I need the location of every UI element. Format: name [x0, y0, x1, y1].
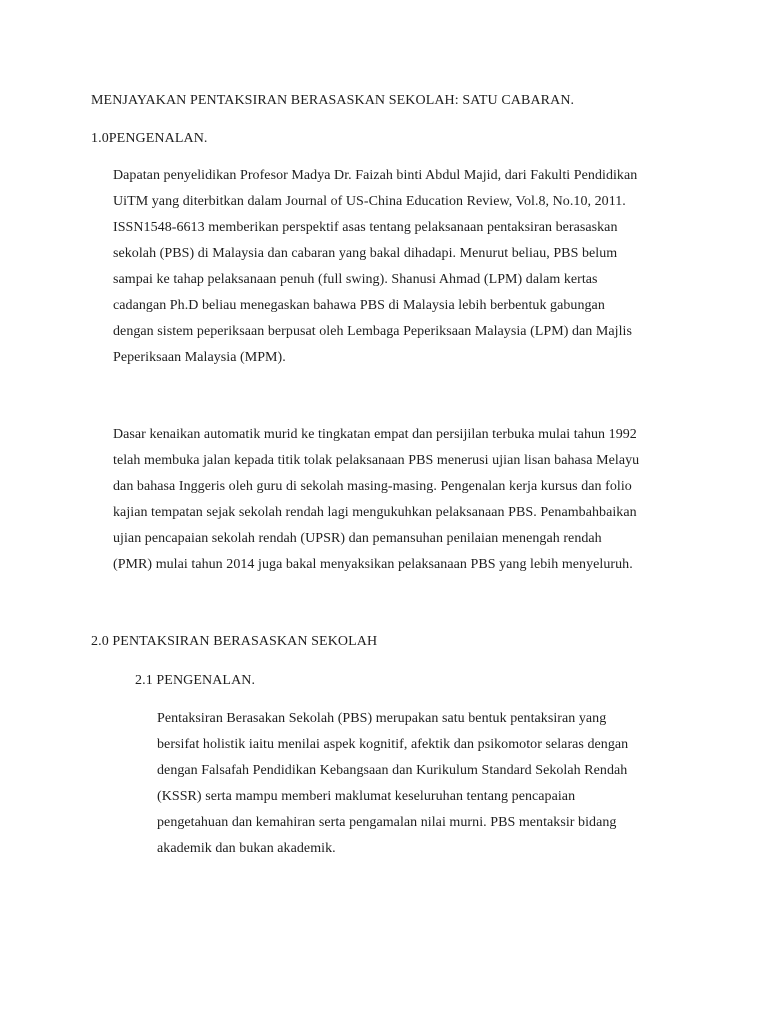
- paragraph-line: Pentaksiran Berasakan Sekolah (PBS) merupakan satu bentuk pentaksiran yang: [157, 711, 607, 726]
- paragraph-line: dengan sistem peperiksaan berpusat oleh Lembaga Peperiksaan Malaysia (LPM) dan Majlis: [113, 324, 632, 339]
- section-1-paragraph-2: [113, 422, 639, 578]
- paragraph-line: akademik dan bukan akademik.: [157, 841, 336, 856]
- document-title: MENJAYAKAN PENTAKSIRAN BERASASKAN SEKOLAH: SATU CABARAN.: [91, 93, 575, 108]
- subsection-2-1-heading: 2.1 PENGENALAN.: [135, 673, 256, 688]
- paragraph-line: (PMR) mulai tahun 2014 juga bakal menyaksikan pelaksanaan PBS yang lebih menyeluruh.: [113, 557, 633, 572]
- paragraph-line: ujian pencapaian sekolah rendah (UPSR) dan pemansuhan penilaian menengah rendah: [113, 531, 602, 546]
- paragraph-line: telah membuka jalan kepada titik tolak pelaksanaan PBS menerusi ujian lisan bahasa Melayu: [113, 453, 640, 468]
- paragraph-line: dengan Falsafah Pendidikan Kebangsaan dan Kurikulum Standard Sekolah Rendah: [157, 763, 628, 778]
- paragraph-line: sampai ke tahap pelaksanaan penuh (full swing). Shanusi Ahmad (LPM) dalam kertas: [113, 272, 598, 287]
- paragraph-line: pengetahuan dan kemahiran serta pengamalan nilai murni. PBS mentaksir bidang: [157, 815, 617, 830]
- paragraph-line: cadangan Ph.D beliau menegaskan bahawa PBS di Malaysia lebih berbentuk gabungan: [113, 298, 605, 313]
- section-2-heading: 2.0 PENTAKSIRAN BERASASKAN SEKOLAH: [91, 634, 378, 649]
- paragraph-line: ISSN1548-6613 memberikan perspektif asas tentang pelaksanaan pentaksiran berasaskan: [113, 220, 618, 235]
- paragraph-line: Peperiksaan Malaysia (MPM).: [113, 350, 286, 365]
- section-1-heading: 1.0PENGENALAN.: [91, 131, 208, 146]
- paragraph-line: bersifat holistik iaitu menilai aspek kognitif, afektik dan psikomotor selaras dengan: [157, 737, 629, 752]
- paragraph-line: dan bahasa Inggeris oleh guru di sekolah masing-masing. Pengenalan kerja kursus dan folio: [113, 479, 632, 494]
- paragraph-line: sekolah (PBS) di Malaysia dan cabaran yang bakal dihadapi. Menurut beliau, PBS belum: [113, 246, 618, 261]
- section-1-paragraph-1: [113, 163, 637, 371]
- subsection-2-1-paragraph: [157, 706, 628, 862]
- paragraph-line: kajian tempatan sejak sekolah rendah lagi mengukuhkan pelaksanaan PBS. Penambahbaikan: [113, 505, 637, 520]
- paragraph-line: Dasar kenaikan automatik murid ke tingkatan empat dan persijilan terbuka mulai tahun 1992: [113, 427, 637, 442]
- paragraph-line: Dapatan penyelidikan Profesor Madya Dr. Faizah binti Abdul Majid, dari Fakulti Pendidikan: [113, 168, 638, 183]
- paragraph-line: UiTM yang diterbitkan dalam Journal of US-China Education Review, Vol.8, No.10, 2011.: [113, 194, 626, 209]
- paragraph-line: (KSSR) serta mampu memberi maklumat keseluruhan tentang pencapaian: [157, 789, 576, 804]
